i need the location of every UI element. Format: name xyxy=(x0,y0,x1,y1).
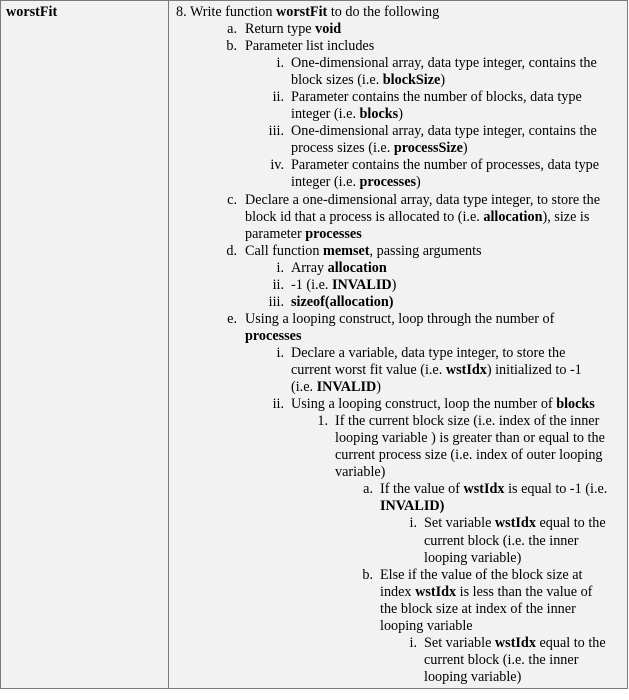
instruction-line xyxy=(380,618,473,635)
line-text: Call function xyxy=(245,242,324,259)
instruction-line xyxy=(291,174,421,191)
list-marker: b. xyxy=(362,566,373,583)
line-text: Declare a variable, data type integer, to store the xyxy=(291,344,566,361)
bold-term: wstIdx xyxy=(463,481,505,498)
instruction-line xyxy=(424,533,578,550)
line-text: current process size (i.e. index of outer looping xyxy=(335,447,603,464)
list-marker: a. xyxy=(227,21,237,37)
instruction-line xyxy=(380,567,583,584)
line-text: Using a looping construct, loop the number of xyxy=(291,396,557,413)
bold-term: blocks xyxy=(359,106,399,123)
line-text: -1 (i.e. xyxy=(291,276,332,293)
instruction-line xyxy=(291,260,387,277)
heading-function-name: worstFit xyxy=(276,4,328,20)
instruction-line xyxy=(380,498,444,515)
line-text: Parameter contains the number of blocks, data type xyxy=(291,89,582,106)
bold-term: memset xyxy=(323,242,370,259)
instruction-line xyxy=(245,38,374,55)
bold-term: wstIdx xyxy=(494,515,536,532)
line-text: current block (i.e. the inner xyxy=(424,532,579,549)
bold-term: wstIdx xyxy=(494,634,536,651)
list-marker: iii. xyxy=(268,293,284,310)
instruction-line xyxy=(424,652,578,669)
bold-term: blocks xyxy=(556,396,595,413)
instruction-line xyxy=(335,413,599,430)
instruction-line xyxy=(380,601,576,618)
bold-term: wstIdx xyxy=(445,362,487,378)
heading-number: 8. xyxy=(176,4,187,20)
instruction-line xyxy=(424,635,606,652)
instruction-line xyxy=(291,294,393,311)
line-text: ) xyxy=(391,276,397,293)
instruction-line xyxy=(245,209,589,226)
column-divider xyxy=(168,0,169,689)
list-marker: e. xyxy=(227,310,237,327)
instruction-line xyxy=(245,311,554,328)
instruction-line xyxy=(291,140,468,157)
line-text: equal to the xyxy=(535,634,606,651)
line-text: Declare a one-dimensional array, data type integer, to store the xyxy=(245,191,601,208)
instruction-line xyxy=(291,55,597,72)
instruction-heading xyxy=(176,4,439,21)
line-text: Else if the value of the block size at xyxy=(380,566,583,583)
instruction-line xyxy=(245,192,600,209)
line-text: Parameter contains the number of processes, data type xyxy=(291,157,600,174)
instruction-line xyxy=(424,550,521,567)
bold-term: INVALID xyxy=(316,379,377,396)
line-text: ), size is xyxy=(542,208,590,225)
line-text: index xyxy=(380,583,416,600)
instruction-line xyxy=(291,277,396,294)
list-marker: b. xyxy=(226,38,237,55)
instruction-line xyxy=(291,72,445,89)
instruction-line xyxy=(380,481,607,498)
function-name-cell: worstFit xyxy=(6,4,58,20)
line-text: Set variable xyxy=(424,634,495,651)
bold-term: allocation xyxy=(483,208,543,225)
bold-term: processes xyxy=(305,225,362,242)
instruction-line xyxy=(424,515,606,532)
line-text: current worst fit value (i.e. xyxy=(291,362,446,378)
instruction-line xyxy=(335,447,603,464)
bold-term: processSize xyxy=(393,140,463,157)
bold-term: INVALID) xyxy=(380,498,445,515)
list-marker: ii. xyxy=(272,396,284,413)
line-text: equal to the xyxy=(535,515,606,532)
line-text: parameter xyxy=(245,225,306,242)
instruction-line xyxy=(291,89,582,106)
line-text: If the current block size (i.e. index of the inner xyxy=(335,413,600,430)
instruction-line xyxy=(245,226,362,243)
bold-term: INVALID xyxy=(331,276,392,293)
bold-term: sizeof(allocation) xyxy=(291,293,394,310)
line-text: looping variable) xyxy=(424,549,522,566)
list-marker: ii. xyxy=(272,89,284,106)
instruction-line xyxy=(424,669,521,686)
list-marker: d. xyxy=(226,242,237,259)
line-text: current block (i.e. the inner xyxy=(424,651,579,668)
bold-term: processes xyxy=(245,327,302,344)
line-text: is equal to -1 (i.e. xyxy=(504,481,608,498)
line-text: ) xyxy=(376,379,382,396)
instruction-line xyxy=(291,106,403,123)
instruction-line xyxy=(291,396,595,413)
line-text: , passing arguments xyxy=(369,242,482,259)
line-text: One-dimensional array, data type integer, contains the xyxy=(291,123,597,140)
list-marker: c. xyxy=(227,191,237,208)
line-text: If the value of xyxy=(380,481,464,498)
line-text: ) xyxy=(462,140,468,157)
list-marker: i. xyxy=(276,55,284,72)
instruction-line xyxy=(245,21,341,38)
instruction-line xyxy=(291,345,565,362)
line-text: (i.e. xyxy=(291,379,317,396)
line-text: integer (i.e. xyxy=(291,174,360,191)
line-text: the block size at index of the inner xyxy=(380,600,576,617)
list-marker: ii. xyxy=(272,276,284,293)
bold-term: allocation xyxy=(327,259,387,276)
line-text: looping variable ) is greater than or equal to the xyxy=(335,430,605,447)
heading-suffix: to do the following xyxy=(327,4,440,20)
list-marker: 1. xyxy=(317,413,328,430)
instruction-line xyxy=(380,584,592,601)
list-marker: i. xyxy=(409,515,417,532)
line-text: Return type xyxy=(245,21,316,37)
heading-text: Write function xyxy=(189,4,277,20)
list-marker: i. xyxy=(276,344,284,361)
instruction-line xyxy=(291,157,599,174)
list-marker: i. xyxy=(276,259,284,276)
line-text: ) xyxy=(440,72,446,89)
line-text: variable) xyxy=(335,464,386,481)
line-text: Parameter list includes xyxy=(245,38,375,55)
instruction-line xyxy=(335,430,605,447)
line-text: ) initialized to -1 xyxy=(486,362,582,378)
list-marker: a. xyxy=(363,481,373,498)
bold-term: void xyxy=(315,21,342,37)
instruction-line xyxy=(291,379,381,396)
line-text: process sizes (i.e. xyxy=(291,140,394,157)
line-text: block sizes (i.e. xyxy=(291,72,383,89)
bold-term: processes xyxy=(359,174,417,191)
line-text: ) xyxy=(416,174,421,191)
list-marker: iv. xyxy=(270,157,284,174)
bold-term: blockSize xyxy=(382,72,441,89)
instruction-line xyxy=(291,362,582,379)
line-text: integer (i.e. xyxy=(291,106,360,123)
line-text: One-dimensional array, data type integer, contains the xyxy=(291,55,597,72)
instruction-line xyxy=(291,123,597,140)
list-marker: i. xyxy=(409,634,417,651)
instruction-line xyxy=(245,328,301,345)
line-text: looping variable) xyxy=(424,668,522,685)
instruction-line xyxy=(335,464,385,481)
line-text: block id that a process is allocated to (i.e. xyxy=(245,208,484,225)
line-text: Using a looping construct, loop through the number of xyxy=(245,310,555,327)
line-text: Array xyxy=(291,259,328,276)
instruction-line xyxy=(245,243,482,260)
line-text: looping variable xyxy=(380,617,473,634)
bold-term: wstIdx xyxy=(415,583,457,600)
line-text: is less than the value of xyxy=(456,583,593,600)
line-text: ) xyxy=(398,106,403,123)
list-marker: iii. xyxy=(268,123,284,140)
line-text: Set variable xyxy=(424,515,495,532)
